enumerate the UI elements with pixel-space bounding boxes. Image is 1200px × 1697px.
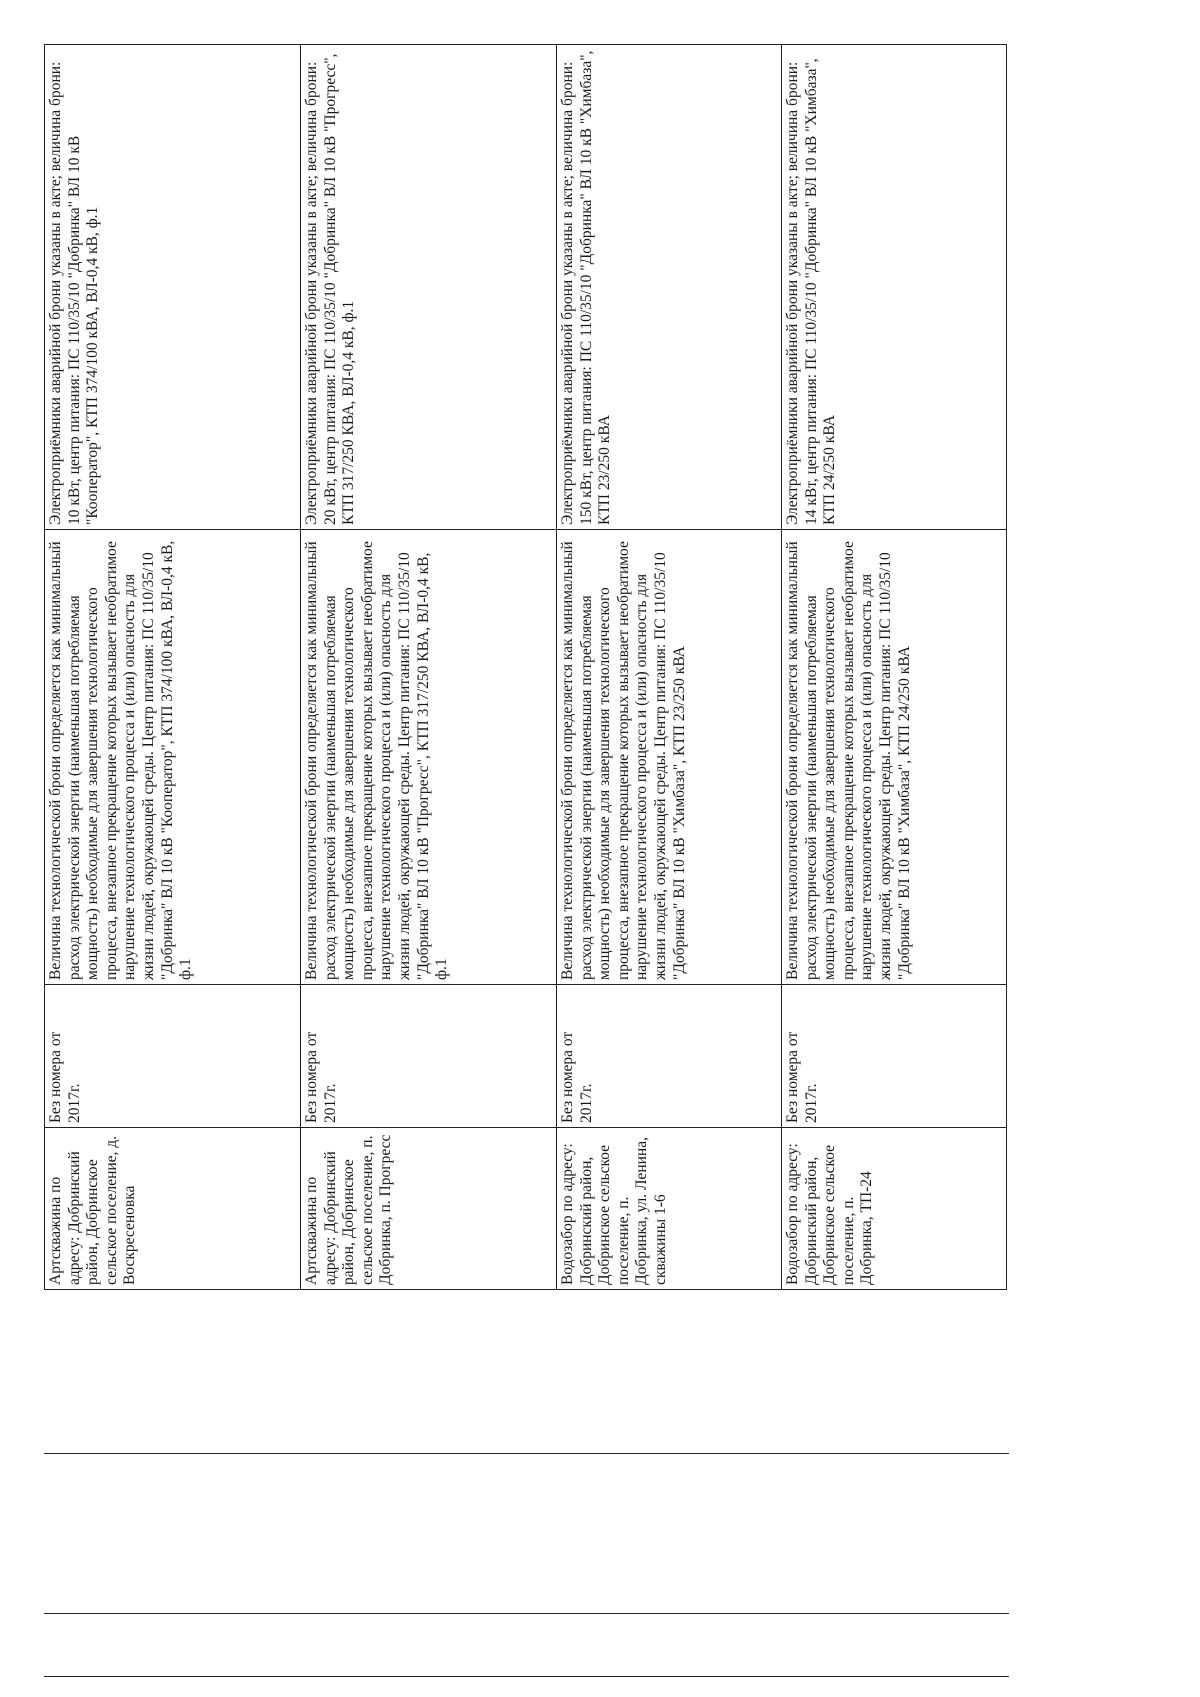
emergency-reserve-cell: Электроприёмники аварийной брони указаны в акте; величина брони: 14 кВт, центр питания: ПС 110/35/10 "Добринка" ВЛ 10 кВ "Химбаза", КТП 24/250 кВА [781,45,1006,530]
table-row [781,45,1006,1290]
tech-reserve-cell: Величина технологической брони определяется как минимальный расход электрической энергии (наименьшая потребляемая мощность) необходимые для завершения технологического процесса, внезапное прекращение которых вызывает необратимое нарушение технологического процесса и (или) опасность для жизни людей, окружающей среды. Центр питания: ПС 110/35/10 "Добринка" ВЛ 10 кВ "Химбаза", КТП 24/250 кВА [781,530,1006,985]
table-row [556,45,781,1290]
act-cell: Без номера от 2017г. [781,985,1006,1128]
emergency-reserve-cell: Электроприёмники аварийной брони указаны в акте; величина брони: 150 кВт, центр питания: ПС 110/35/10 "Добринка" ВЛ 10 кВ "Химбаза", КТП 23/250 кВА [556,45,781,530]
emergency-reserve-table [44,44,1007,1290]
object-cell: Водозабор по адресу: Добринский район, Добринское сельское поселение, п. Добринка, ТП-24 [781,1128,1006,1290]
tech-reserve-cell: Величина технологической брони определяется как минимальный расход электрической энергии (наименьшая потребляемая мощность) необходимые для завершения технологического процесса, внезапное прекращение которых вызывает необратимое нарушение технологического процесса и (или) опасность для жизни людей, окружающей среды. Центр питания: ПС 110/35/10 "Добринка" ВЛ 10 кВ "Кооператор", КТП 374/100 кВА, ВЛ-0,4 кВ, ф.1 [45,530,301,985]
emergency-reserve-cell: Электроприёмники аварийной брони указаны в акте; величина брони: 10 кВт, центр питания: ПС 110/35/10 "Добринка" ВЛ 10 кВ "Кооператор", КТП 374/100 кВА, ВЛ-0,4 кВ, ф.1 [45,45,301,530]
table-row [45,45,301,1290]
tech-reserve-cell: Величина технологической брони определяется как минимальный расход электрической энергии (наименьшая потребляемая мощность) необходимые для завершения технологического процесса, внезапное прекращение которых вызывает необратимое нарушение технологического процесса и (или) опасность для жизни людей, окружающей среды. Центр питания: ПС 110/35/10 "Добринка" ВЛ 10 кВ "Прогресс", КТП 317/250 КВА, ВЛ-0,4 кВ, ф.1 [300,530,556,985]
horizontal-rule [44,1676,1009,1677]
act-cell: Без номера от 2017г. [300,985,556,1128]
table-row [300,45,556,1290]
object-cell: Артскважина по адресу: Добринский район, Добринское сельское поселение, д. Воскресеновка [45,1128,301,1290]
object-cell: Водозабор по адресу: Добринский район, Добринское сельское поселение, п. Добринка, ул. Ленина, скважины 1-6 [556,1128,781,1290]
object-cell: Артскважина по адресу: Добринский район, Добринское сельское поселение, п. Добринка, п. Прогресс [300,1128,556,1290]
act-cell: Без номера от 2017г. [556,985,781,1128]
horizontal-rule [44,1453,1009,1454]
rotated-table-container [44,45,1007,1290]
horizontal-rule [44,1613,1009,1614]
tech-reserve-cell: Величина технологической брони определяется как минимальный расход электрической энергии (наименьшая потребляемая мощность) необходимые для завершения технологического процесса, внезапное прекращение которых вызывает необратимое нарушение технологического процесса и (или) опасность для жизни людей, окружающей среды. Центр питания: ПС 110/35/10 "Добринка" ВЛ 10 кВ "Химбаза", КТП 23/250 кВА [556,530,781,985]
emergency-reserve-cell: Электроприёмники аварийной брони указаны в акте; величина брони: 20 кВт, центр питания: ПС 110/35/10 "Добринка" ВЛ 10 кВ "Прогресс", КТП 317/250 КВА, ВЛ-0,4 кВ, ф.1 [300,45,556,530]
act-cell: Без номера от 2017г. [45,985,301,1128]
